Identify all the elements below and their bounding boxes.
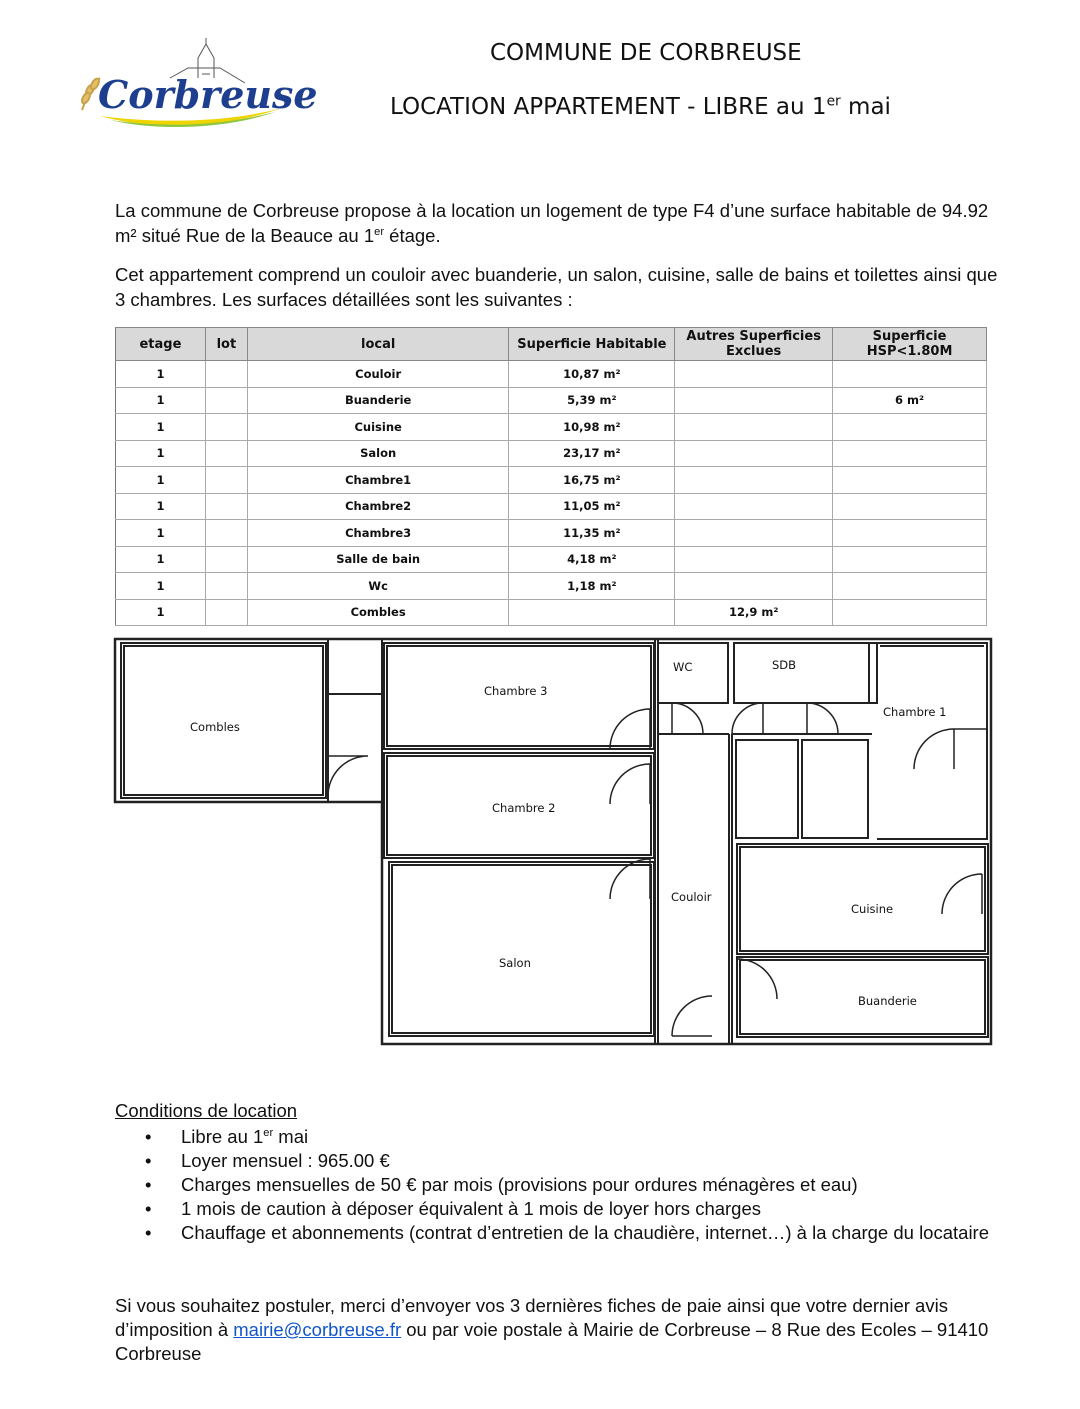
table-cell-autres (675, 440, 833, 467)
table-cell-local: Salon (247, 440, 509, 467)
table-row (116, 414, 987, 441)
table-cell-etage: 1 (116, 361, 206, 388)
table-cell-habitable: 1,18 m² (509, 573, 675, 600)
col-header-lot: lot (205, 328, 247, 361)
table-cell-lot (205, 414, 247, 441)
table-cell-etage: 1 (116, 493, 206, 520)
col-header-habitable: Superficie Habitable (509, 328, 675, 361)
table-cell-habitable: 23,17 m² (509, 440, 675, 467)
conditions-list (145, 1125, 1005, 1245)
floor-plan (112, 634, 994, 1044)
table-cell-hsp (833, 573, 987, 600)
plan-label-wc: WC (673, 660, 693, 674)
table-cell-autres (675, 361, 833, 388)
plan-label-chambre2: Chambre 2 (492, 801, 556, 815)
bullet-icon: • (145, 1150, 152, 1171)
table-cell-hsp (833, 361, 987, 388)
description-paragraph: Cet appartement comprend un couloir avec buanderie, un salon, cuisine, salle de bains et toilettes ainsi que 3 chambres. Les surfaces détaillées sont les suivantes : (115, 264, 998, 310)
table-cell-habitable: 16,75 m² (509, 467, 675, 494)
col-header-autres: Autres Superficies Exclues (675, 328, 833, 361)
table-cell-etage: 1 (116, 387, 206, 414)
plan-label-combles: Combles (190, 720, 240, 734)
table-cell-etage: 1 (116, 573, 206, 600)
table-cell-local: Chambre1 (247, 467, 509, 494)
plan-label-salon: Salon (499, 956, 531, 970)
table-cell-local: Couloir (247, 361, 509, 388)
plan-label-chambre1: Chambre 1 (883, 705, 947, 719)
table-cell-habitable: 11,35 m² (509, 520, 675, 547)
table-cell-autres (675, 573, 833, 600)
table-cell-hsp (833, 440, 987, 467)
plan-label-chambre3: Chambre 3 (484, 684, 548, 698)
table-cell-hsp (833, 599, 987, 626)
table-row (116, 520, 987, 547)
list-item: • Loyer mensuel : 965.00 € (145, 1150, 390, 1171)
table-cell-local: Buanderie (247, 387, 509, 414)
table-cell-habitable: 10,87 m² (509, 361, 675, 388)
table-cell-hsp (833, 467, 987, 494)
table-row (116, 546, 987, 573)
list-item: • 1 mois de caution à déposer équivalent à 1 mois de loyer hors charges (145, 1198, 762, 1219)
table-cell-local: Chambre2 (247, 493, 509, 520)
table-cell-lot (205, 440, 247, 467)
table-cell-etage: 1 (116, 546, 206, 573)
table-cell-lot (205, 599, 247, 626)
table-cell-lot (205, 493, 247, 520)
bullet-icon: • (145, 1222, 152, 1243)
table-cell-hsp (833, 546, 987, 573)
table-row (116, 573, 987, 600)
table-cell-etage: 1 (116, 414, 206, 441)
col-header-etage: etage (116, 328, 206, 361)
table-row (116, 467, 987, 494)
table-header-row (116, 328, 987, 361)
table-cell-autres: 12,9 m² (675, 599, 833, 626)
table-cell-autres (675, 520, 833, 547)
table-cell-lot (205, 520, 247, 547)
plan-label-couloir: Couloir (671, 890, 712, 904)
table-cell-local: Wc (247, 573, 509, 600)
conditions-title: Conditions de location (115, 1100, 298, 1121)
table-cell-lot (205, 546, 247, 573)
table-cell-local: Chambre3 (247, 520, 509, 547)
list-item: • Chauffage et abonnements (contrat d’entretien de la chaudière, internet…) à la charge du locataire (145, 1222, 990, 1243)
logo-wordmark: Corbreuse (98, 72, 318, 117)
table-cell-autres (675, 493, 833, 520)
plan-label-cuisine: Cuisine (851, 902, 894, 916)
table-cell-autres (675, 546, 833, 573)
table-cell-etage: 1 (116, 440, 206, 467)
table-cell-lot (205, 387, 247, 414)
table-cell-local: Salle de bain (247, 546, 509, 573)
table-cell-habitable: 11,05 m² (509, 493, 675, 520)
table-cell-habitable: 5,39 m² (509, 387, 675, 414)
list-item: • Charges mensuelles de 50 € par mois (provisions pour ordures ménagères et eau) (145, 1174, 858, 1195)
table-cell-local: Cuisine (247, 414, 509, 441)
table-cell-hsp: 6 m² (833, 387, 987, 414)
table-cell-lot (205, 361, 247, 388)
table-cell-habitable (509, 599, 675, 626)
table-cell-hsp (833, 493, 987, 520)
table-cell-lot (205, 467, 247, 494)
plan-label-buanderie: Buanderie (858, 994, 917, 1008)
table-row (116, 387, 987, 414)
table-cell-local: Combles (247, 599, 509, 626)
application-paragraph: Si vous souhaitez postuler, merci d’envoyer vos 3 dernières fiches de paie ainsi que votre dernier avis d’imposition à mairie@corbreuse.fr ou par voie postale à Mairie de Corbreuse – 8 Rue des Ecoles – 91410 Corbreuse (115, 1295, 989, 1364)
table-cell-etage: 1 (116, 520, 206, 547)
bullet-icon: • (145, 1174, 152, 1195)
surface-table (115, 327, 987, 626)
col-header-hsp: Superficie HSP<1.80M (833, 328, 987, 361)
table-cell-etage: 1 (116, 599, 206, 626)
table-cell-habitable: 10,98 m² (509, 414, 675, 441)
list-item: • Libre au 1er mai (145, 1126, 309, 1147)
col-header-local: local (247, 328, 509, 361)
table-cell-hsp (833, 520, 987, 547)
corbreuse-logo (70, 38, 318, 130)
page-subtitle: LOCATION APPARTEMENT - LIBRE au 1er mai (390, 93, 891, 120)
table-cell-lot (205, 573, 247, 600)
bullet-icon: • (145, 1126, 152, 1147)
email-link[interactable]: mairie@corbreuse.fr (233, 1319, 402, 1340)
bullet-icon: • (145, 1198, 152, 1219)
table-cell-autres (675, 387, 833, 414)
table-cell-habitable: 4,18 m² (509, 546, 675, 573)
page-title: COMMUNE DE CORBREUSE (490, 40, 802, 66)
table-row (116, 493, 987, 520)
table-row (116, 440, 987, 467)
table-row (116, 361, 987, 388)
plan-label-sdb: SDB (772, 658, 797, 672)
table-cell-autres (675, 414, 833, 441)
table-row (116, 599, 987, 626)
table-cell-etage: 1 (116, 467, 206, 494)
intro-paragraph: La commune de Corbreuse propose à la location un logement de type F4 d’une surface habitable de 94.92 m² situé Rue de la Beauce au 1er étage. (115, 200, 989, 246)
table-cell-hsp (833, 414, 987, 441)
table-cell-autres (675, 467, 833, 494)
